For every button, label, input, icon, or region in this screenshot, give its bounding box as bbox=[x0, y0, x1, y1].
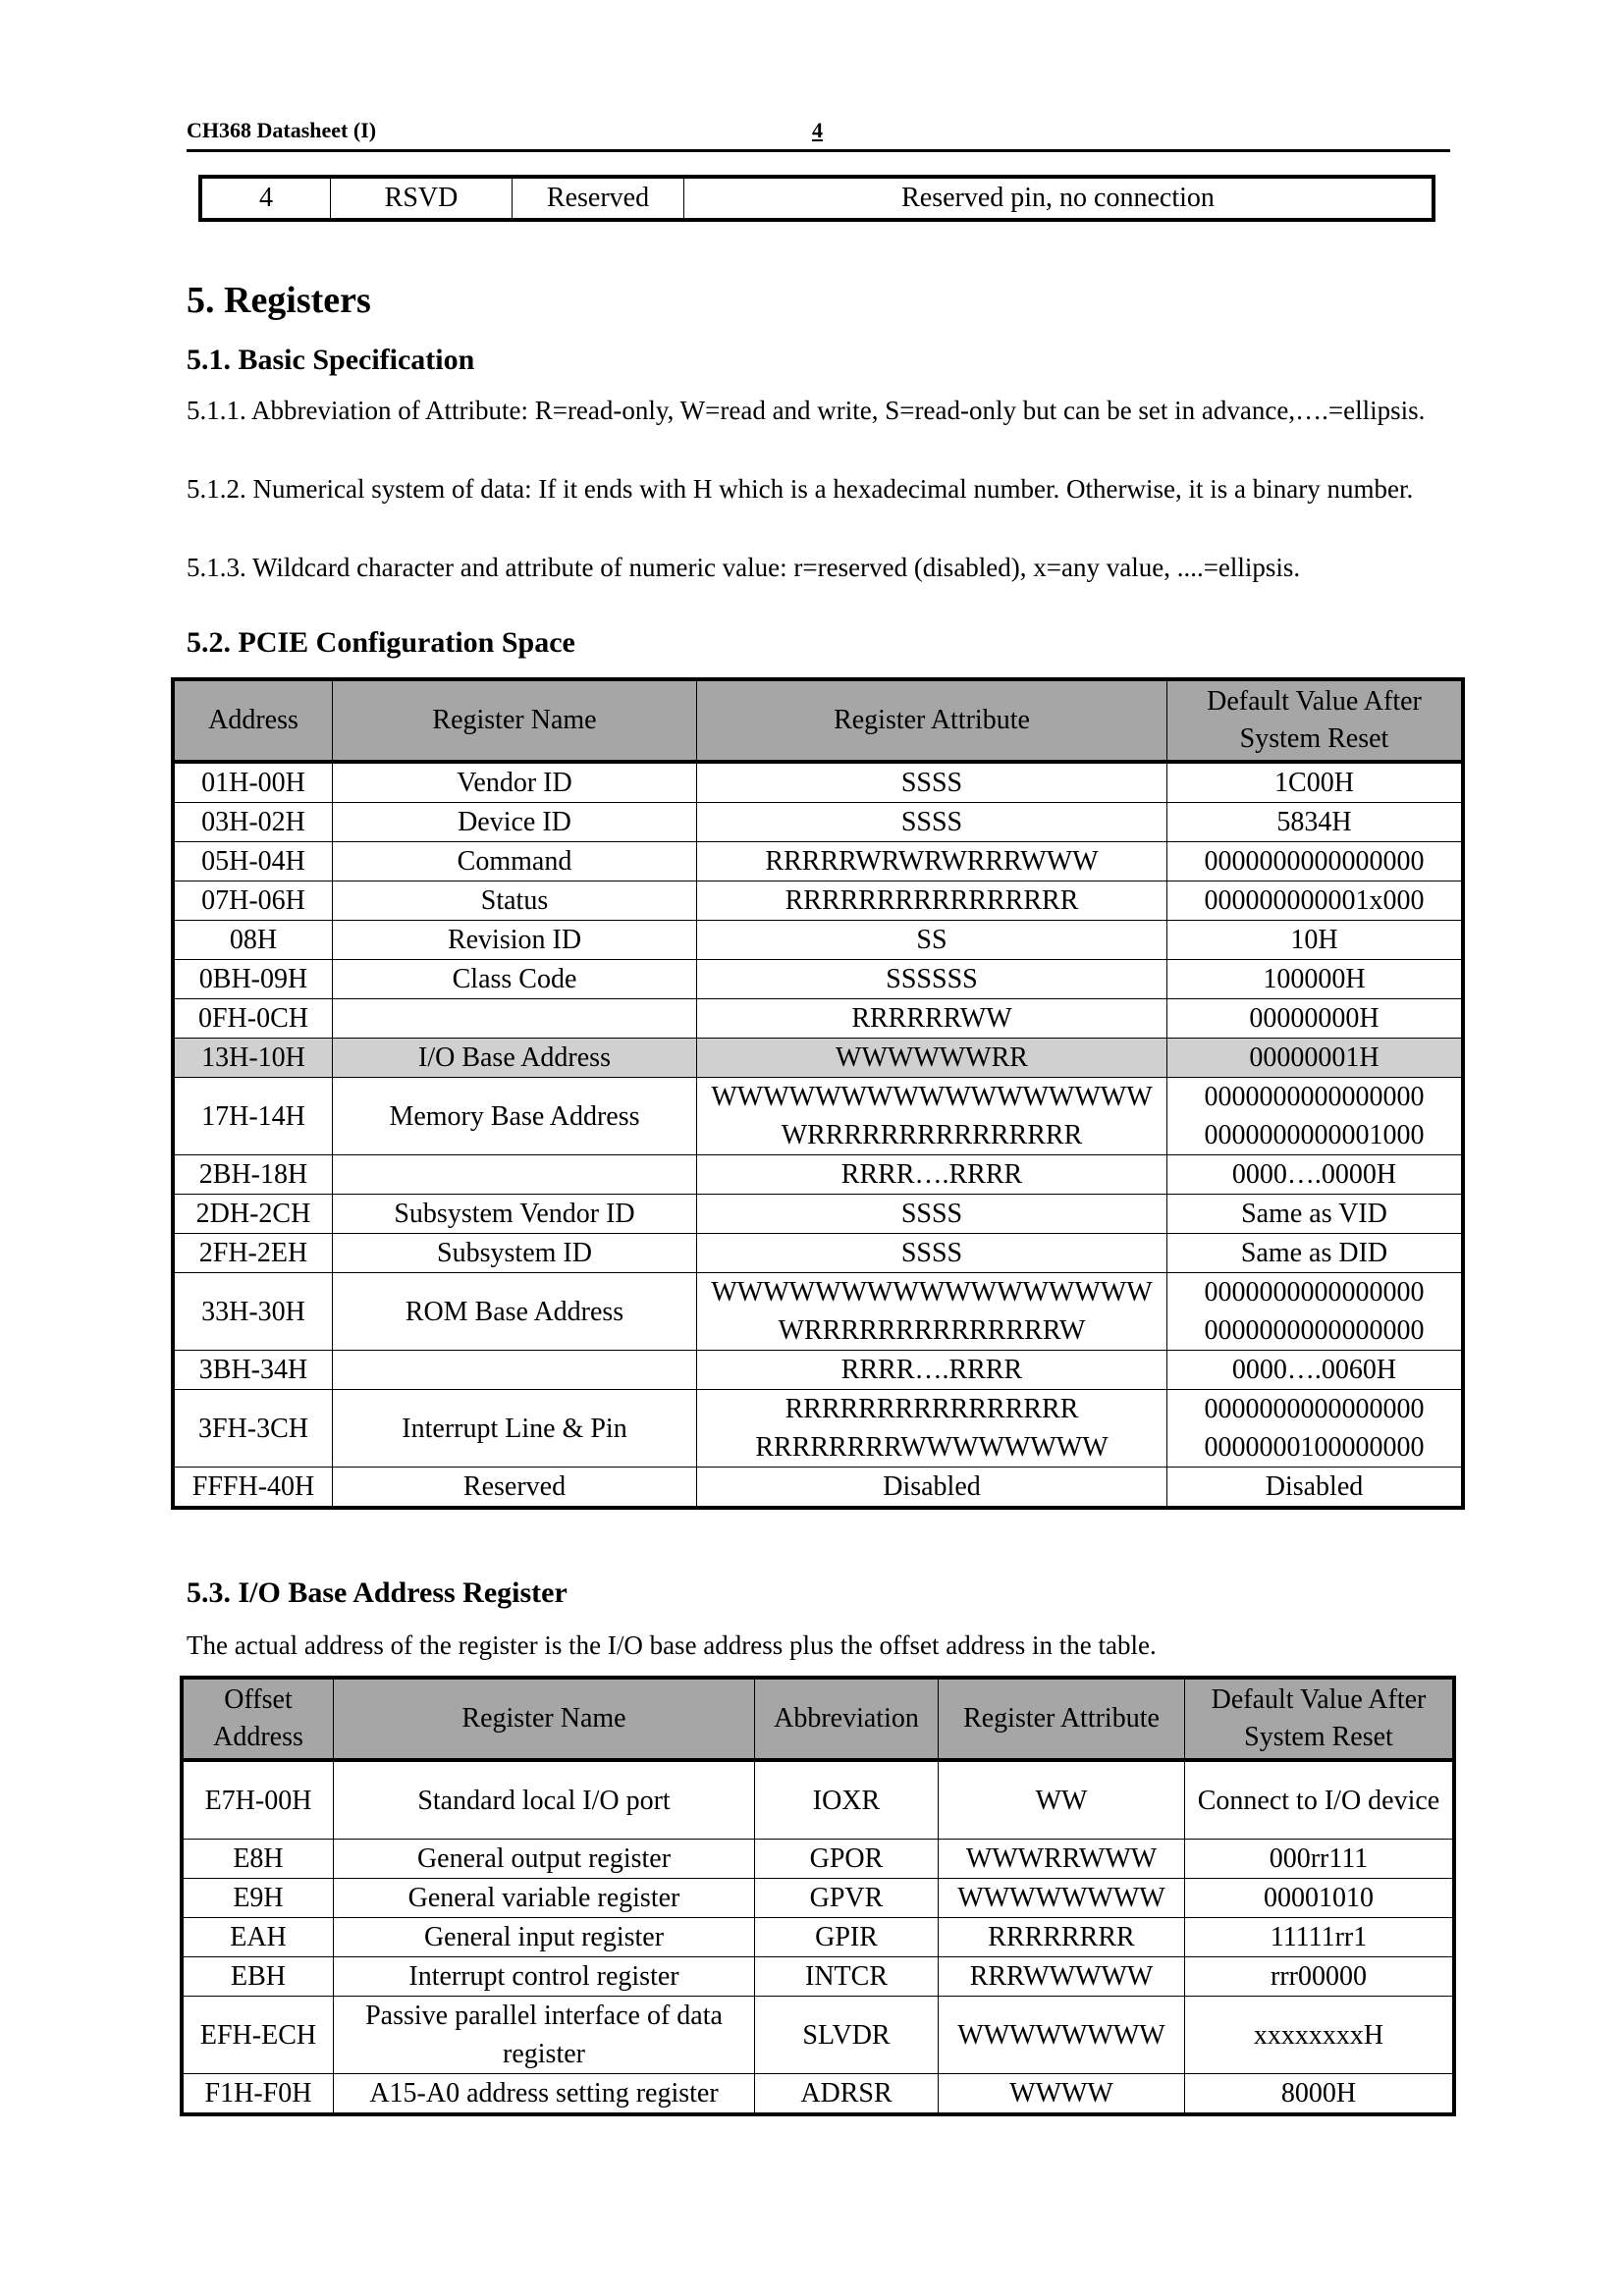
register-name-cell: Class Code bbox=[333, 960, 697, 999]
default-value-cell: 5834H bbox=[1167, 803, 1464, 842]
table-row bbox=[173, 1078, 1463, 1155]
table-row bbox=[173, 1351, 1463, 1390]
pin-name: RSVD bbox=[331, 177, 513, 220]
address-cell: 3FH-3CH bbox=[173, 1390, 333, 1468]
register-name-cell: Passive parallel interface of data register bbox=[334, 1997, 755, 2074]
table-row bbox=[182, 1840, 1454, 1879]
table-row bbox=[173, 1390, 1463, 1468]
table-row bbox=[173, 1155, 1463, 1195]
register-name-cell: Subsystem ID bbox=[333, 1234, 697, 1273]
address-cell: 0FH-0CH bbox=[173, 999, 333, 1039]
attribute-cell: RRRR….RRRR bbox=[697, 1351, 1167, 1390]
register-name-cell bbox=[333, 999, 697, 1039]
default-line-1: 0000000000000000 bbox=[1204, 1082, 1425, 1112]
default-line-1: 0000000000000000 bbox=[1204, 1277, 1425, 1308]
register-name-cell: General input register bbox=[334, 1918, 755, 1957]
table-row bbox=[182, 1918, 1454, 1957]
register-name-cell: Command bbox=[333, 842, 697, 881]
spec-paragraph-3: 5.1.3. Wildcard character and attribute of numeric value: r=reserved (disabled), x=any value, ....=ellipsis. bbox=[187, 553, 1301, 582]
table-row bbox=[173, 881, 1463, 921]
table-row bbox=[182, 1957, 1454, 1997]
address-cell: 01H-00H bbox=[173, 762, 333, 803]
spec-paragraph-1: 5.1.1. Abbreviation of Attribute: R=read-only, W=read and write, S=read-only but can be set in advance,….=ellipsis. bbox=[187, 396, 1426, 425]
column-header: Register Name bbox=[333, 679, 697, 762]
table-row bbox=[182, 1997, 1454, 2074]
register-name-cell: I/O Base Address bbox=[333, 1039, 697, 1078]
abbreviation-cell: GPOR bbox=[755, 1840, 939, 1879]
register-name-cell: Revision ID bbox=[333, 921, 697, 960]
default-value-cell: Disabled bbox=[1167, 1468, 1464, 1509]
column-header: Register Attribute bbox=[939, 1678, 1185, 1760]
attribute-cell bbox=[697, 1390, 1167, 1468]
default-value-cell bbox=[1167, 1273, 1464, 1351]
pin-number: 4 bbox=[200, 177, 331, 220]
page-header bbox=[187, 116, 1450, 152]
address-cell: 03H-02H bbox=[173, 803, 333, 842]
register-name-cell: General variable register bbox=[334, 1879, 755, 1918]
column-header: Default Value After System Reset bbox=[1185, 1678, 1455, 1760]
address-cell: 3BH-34H bbox=[173, 1351, 333, 1390]
address-cell: 2FH-2EH bbox=[173, 1234, 333, 1273]
default-line-1: 0000000000000000 bbox=[1204, 1394, 1425, 1424]
table-header-row bbox=[173, 679, 1463, 762]
address-cell: FFFH-40H bbox=[173, 1468, 333, 1509]
pcie-config-table bbox=[171, 677, 1465, 1510]
register-name-cell: Device ID bbox=[333, 803, 697, 842]
attribute-cell bbox=[697, 1078, 1167, 1155]
table-row bbox=[173, 1195, 1463, 1234]
default-value-cell: 000rr111 bbox=[1185, 1840, 1455, 1879]
column-header: Address bbox=[173, 679, 333, 762]
table-row bbox=[173, 999, 1463, 1039]
default-value-cell: 00001010 bbox=[1185, 1879, 1455, 1918]
default-value-cell bbox=[1167, 1390, 1464, 1468]
attribute-cell: SSSS bbox=[697, 1234, 1167, 1273]
default-value-cell: 00000001H bbox=[1167, 1039, 1464, 1078]
default-value-cell: 0000000000000000 bbox=[1167, 842, 1464, 881]
attribute-line-2: WRRRRRRRRRRRRRRW bbox=[778, 1315, 1086, 1346]
table-row bbox=[173, 1234, 1463, 1273]
table-row bbox=[182, 1760, 1454, 1840]
attribute-cell: SS bbox=[697, 921, 1167, 960]
attribute-cell: RRRR….RRRR bbox=[697, 1155, 1167, 1195]
register-name-cell: Reserved bbox=[333, 1468, 697, 1509]
default-value-cell: 1C00H bbox=[1167, 762, 1464, 803]
register-name-cell bbox=[333, 1351, 697, 1390]
default-value-cell: rrr00000 bbox=[1185, 1957, 1455, 1997]
offset-cell: EAH bbox=[182, 1918, 334, 1957]
section-title-registers: 5. Registers bbox=[187, 280, 371, 321]
attribute-cell: WW bbox=[939, 1760, 1185, 1840]
address-cell: 0BH-09H bbox=[173, 960, 333, 999]
pin-description: Reserved pin, no connection bbox=[684, 177, 1434, 220]
address-cell: 13H-10H bbox=[173, 1039, 333, 1078]
attribute-line-1: WWWWWWWWWWWWWWWWW bbox=[711, 1277, 1153, 1308]
offset-cell: F1H-F0H bbox=[182, 2074, 334, 2115]
default-value-cell: 11111rr1 bbox=[1185, 1918, 1455, 1957]
attribute-cell: SSSS bbox=[697, 803, 1167, 842]
register-name-cell: ROM Base Address bbox=[333, 1273, 697, 1351]
attribute-line-2: RRRRRRRRWWWWWWWW bbox=[755, 1432, 1109, 1463]
table-row bbox=[182, 2074, 1454, 2115]
io-register-table bbox=[180, 1676, 1456, 2116]
attribute-cell: RRRWWWWW bbox=[939, 1957, 1185, 1997]
default-line-2: 0000000000000000 bbox=[1204, 1315, 1425, 1346]
address-cell: 2DH-2CH bbox=[173, 1195, 333, 1234]
section-title-basic-spec: 5.1. Basic Specification bbox=[187, 344, 475, 376]
attribute-line-1: RRRRRRRRRRRRRRRR bbox=[784, 1394, 1079, 1424]
attribute-line-2: WRRRRRRRRRRRRRRR bbox=[781, 1120, 1083, 1150]
column-header: Register Name bbox=[334, 1678, 755, 1760]
table-row bbox=[173, 1468, 1463, 1509]
abbreviation-cell: SLVDR bbox=[755, 1997, 939, 2074]
register-name-cell: Standard local I/O port bbox=[334, 1760, 755, 1840]
abbreviation-cell: GPIR bbox=[755, 1918, 939, 1957]
attribute-cell: RRRRRRWW bbox=[697, 999, 1167, 1039]
offset-cell: E8H bbox=[182, 1840, 334, 1879]
document-title: CH368 Datasheet (I) bbox=[187, 118, 377, 142]
default-value-cell: 100000H bbox=[1167, 960, 1464, 999]
register-name-cell bbox=[333, 1155, 697, 1195]
attribute-cell: SSSSSS bbox=[697, 960, 1167, 999]
offset-cell: EFH-ECH bbox=[182, 1997, 334, 2074]
address-cell: 17H-14H bbox=[173, 1078, 333, 1155]
register-name-cell: A15-A0 address setting register bbox=[334, 2074, 755, 2115]
attribute-cell: RRRRRRRR bbox=[939, 1918, 1185, 1957]
attribute-cell: WWWW bbox=[939, 2074, 1185, 2115]
attribute-cell: RRRRRWRWRWRRRWWW bbox=[697, 842, 1167, 881]
register-name-cell: Memory Base Address bbox=[333, 1078, 697, 1155]
address-cell: 05H-04H bbox=[173, 842, 333, 881]
attribute-cell: RRRRRRRRRRRRRRRR bbox=[697, 881, 1167, 921]
io-base-intro: The actual address of the register is the I/O base address plus the offset address in the table. bbox=[187, 1630, 1157, 1660]
section-title-pcie-config: 5.2. PCIE Configuration Space bbox=[187, 626, 575, 659]
default-line-2: 0000000100000000 bbox=[1204, 1432, 1425, 1463]
register-name-cell: Status bbox=[333, 881, 697, 921]
column-header: Abbreviation bbox=[755, 1678, 939, 1760]
default-value-cell: Same as DID bbox=[1167, 1234, 1464, 1273]
abbreviation-cell: ADRSR bbox=[755, 2074, 939, 2115]
address-cell: 07H-06H bbox=[173, 881, 333, 921]
attribute-cell: SSSS bbox=[697, 762, 1167, 803]
default-value-cell: Connect to I/O device bbox=[1185, 1760, 1455, 1840]
table-row bbox=[173, 842, 1463, 881]
default-value-cell bbox=[1167, 1078, 1464, 1155]
section-title-io-base: 5.3. I/O Base Address Register bbox=[187, 1576, 568, 1609]
table-row-highlighted bbox=[173, 1039, 1463, 1078]
attribute-cell: WWWWWWWW bbox=[939, 1879, 1185, 1918]
offset-cell: EBH bbox=[182, 1957, 334, 1997]
table-row bbox=[173, 762, 1463, 803]
abbreviation-cell: GPVR bbox=[755, 1879, 939, 1918]
register-name-cell: Subsystem Vendor ID bbox=[333, 1195, 697, 1234]
table-row bbox=[173, 1273, 1463, 1351]
default-value-cell: 0000….0060H bbox=[1167, 1351, 1464, 1390]
abbreviation-cell: IOXR bbox=[755, 1760, 939, 1840]
page-number: 4 bbox=[812, 118, 823, 142]
spec-paragraph-2: 5.1.2. Numerical system of data: If it ends with H which is a hexadecimal number. Otherwise, it is a binary number. bbox=[187, 474, 1414, 504]
default-line-2: 0000000000001000 bbox=[1204, 1120, 1425, 1150]
default-value-cell: xxxxxxxxH bbox=[1185, 1997, 1455, 2074]
register-name-cell: Vendor ID bbox=[333, 762, 697, 803]
default-value-cell: 0000….0000H bbox=[1167, 1155, 1464, 1195]
attribute-line-1: WWWWWWWWWWWWWWWWW bbox=[711, 1082, 1153, 1112]
address-cell: 2BH-18H bbox=[173, 1155, 333, 1195]
attribute-cell: WWWWWWWW bbox=[939, 1997, 1185, 2074]
table-row bbox=[173, 803, 1463, 842]
default-value-cell: 10H bbox=[1167, 921, 1464, 960]
register-name-cell: Interrupt Line & Pin bbox=[333, 1390, 697, 1468]
default-value-cell: 000000000001x000 bbox=[1167, 881, 1464, 921]
address-cell: 08H bbox=[173, 921, 333, 960]
table-row bbox=[173, 921, 1463, 960]
address-cell: 33H-30H bbox=[173, 1273, 333, 1351]
pin-type: Reserved bbox=[513, 177, 684, 220]
default-value-cell: 8000H bbox=[1185, 2074, 1455, 2115]
table-row bbox=[173, 960, 1463, 999]
column-header: Default Value After System Reset bbox=[1167, 679, 1464, 762]
column-header: Offset Address bbox=[182, 1678, 334, 1760]
register-name-cell: General output register bbox=[334, 1840, 755, 1879]
register-name-cell: Interrupt control register bbox=[334, 1957, 755, 1997]
column-header: Register Attribute bbox=[697, 679, 1167, 762]
offset-cell: E9H bbox=[182, 1879, 334, 1918]
table-header-row bbox=[182, 1678, 1454, 1760]
attribute-cell: SSSS bbox=[697, 1195, 1167, 1234]
offset-cell: E7H-00H bbox=[182, 1760, 334, 1840]
attribute-cell: Disabled bbox=[697, 1468, 1167, 1509]
attribute-cell: WWWRRWWW bbox=[939, 1840, 1185, 1879]
attribute-cell bbox=[697, 1273, 1167, 1351]
attribute-cell: WWWWWWRR bbox=[697, 1039, 1167, 1078]
abbreviation-cell: INTCR bbox=[755, 1957, 939, 1997]
default-value-cell: 00000000H bbox=[1167, 999, 1464, 1039]
pin-table-continuation bbox=[198, 175, 1435, 222]
table-row bbox=[182, 1879, 1454, 1918]
default-value-cell: Same as VID bbox=[1167, 1195, 1464, 1234]
table-row bbox=[200, 177, 1434, 220]
